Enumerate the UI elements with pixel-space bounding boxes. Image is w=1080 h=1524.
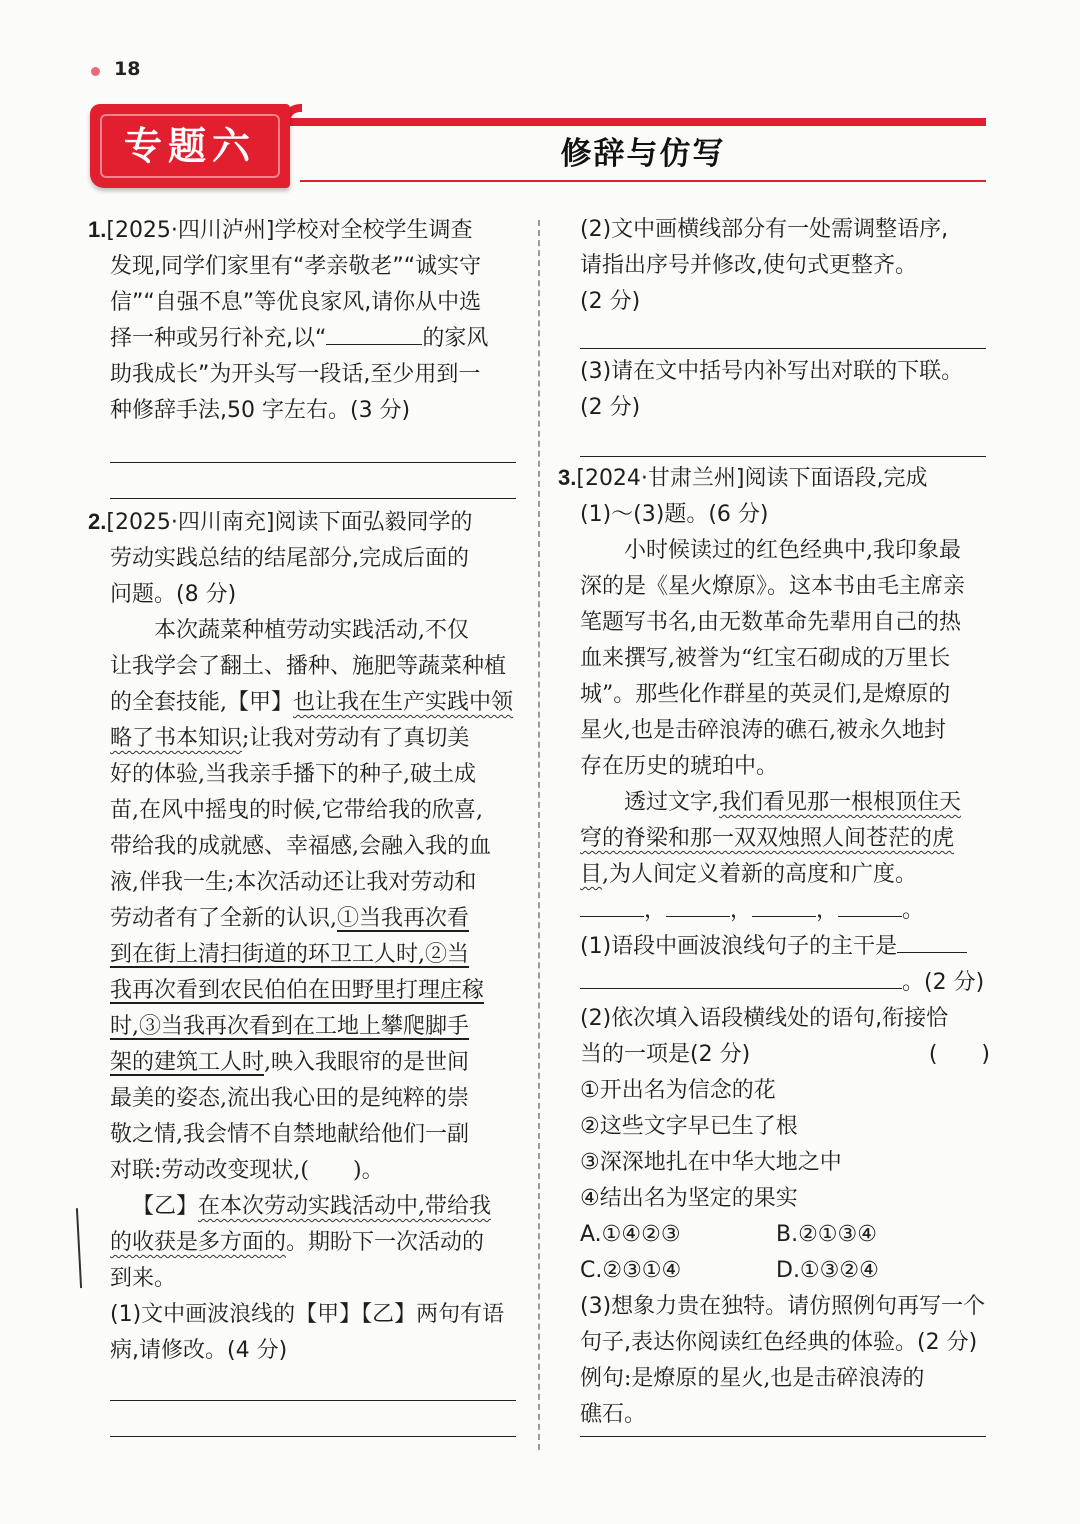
- answer-bracket[interactable]: ( ): [928, 1042, 990, 1067]
- passage-line: 笔题写书名,由无数革命先辈用自己的热: [580, 610, 961, 635]
- q1-line: 信”“自强不息”等优良家风,请你从中选: [110, 290, 482, 315]
- q2-passage: [88, 613, 528, 1297]
- q2-block: [88, 504, 528, 1369]
- question-number: 1.: [88, 217, 107, 242]
- passage-line: 城”。那些化作群星的英灵们,是燎原的: [580, 682, 951, 707]
- passage-line: 深的是《星火燎原》。这本书由毛主席亲: [580, 574, 966, 599]
- fill-blank[interactable]: [666, 894, 730, 917]
- q3-item: ②这些文字早已生了根: [580, 1114, 798, 1139]
- q3-intro: (1)～(3)题。(6 分): [580, 502, 769, 527]
- passage-line: 敬之情,我会情不自禁地献给他们一副: [110, 1122, 469, 1147]
- passage-line: 到来。: [110, 1266, 177, 1291]
- punct: ，: [730, 898, 753, 923]
- fill-blank[interactable]: [326, 322, 422, 345]
- q2-intro-line: 劳动实践总结的结尾部分,完成后面的: [110, 546, 469, 571]
- q1-line: 择一种或另行补充,以“: [110, 326, 327, 351]
- q2-sub2: (2)文中画横线部分有一处需调整语序,: [580, 217, 949, 242]
- option-a[interactable]: A.①④②③: [580, 1222, 681, 1247]
- wavy-sentence: 也让我在生产实践中领: [293, 690, 514, 715]
- q3-sub2: 当的一项是(2 分): [580, 1042, 751, 1067]
- q2-sub2: 请指出序号并修改,使句式更整齐。: [580, 253, 917, 278]
- q1-line: 助我成长”为开头写一段话,至少用到一: [110, 362, 481, 387]
- passage-line: ;让我对劳动有了真切美: [242, 726, 470, 751]
- underlined-sentence: 时,③当我再次看到在工地上攀爬脚手: [110, 1014, 469, 1039]
- q2-intro-line: [2025·四川南充]阅读下面弘毅同学的: [106, 510, 473, 535]
- fill-blank[interactable]: [580, 894, 644, 917]
- page-number: 18: [114, 58, 141, 80]
- passage-line: 。期盼下一次活动的: [286, 1230, 485, 1255]
- wavy-sentence: 我们看见那一根根顶住天: [719, 790, 962, 815]
- question-number: 3.: [558, 465, 577, 490]
- passage-line: ,映入我眼帘的是世间: [264, 1050, 470, 1075]
- passage-line: 带给我的成就感、幸福感,会融入我的血: [110, 834, 491, 859]
- q3-example: 礁石。: [580, 1402, 647, 1427]
- q2-sub3: (2 分): [580, 395, 641, 420]
- passage-line: 的全套技能,: [110, 690, 227, 715]
- passage-line: 血来撰写,被誉为“红宝石砌成的万里长: [580, 646, 951, 671]
- q1-line: 种修辞手法,50 字左右。(3 分): [110, 398, 411, 423]
- wavy-sentence: 穹的脊梁和那一双双烛照人间苍茫的虎: [580, 826, 955, 851]
- q2-sub3-block: [558, 354, 990, 426]
- wavy-sentence: 目: [580, 862, 603, 887]
- q1-line: 发现,同学们家里有“孝亲敬老”“诚实守: [110, 254, 482, 279]
- q3-item: ④结出名为坚定的果实: [580, 1186, 798, 1211]
- q2-sub3: (3)请在文中括号内补写出对联的下联。: [580, 359, 964, 384]
- q3-passage: [558, 533, 990, 929]
- right-column: [558, 212, 990, 320]
- q1-line: [2025·四川泸州]学校对全校学生调查: [106, 218, 473, 243]
- q2-sub1: (1)文中画波浪线的【甲】【乙】两句有语: [110, 1302, 505, 1327]
- header-underline: [300, 180, 986, 182]
- question-number: 2.: [88, 509, 107, 534]
- q2-intro-line: 问题。(8 分): [110, 582, 237, 607]
- q3-sub1: (1)语段中画波浪线句子的主干是: [580, 934, 898, 959]
- q3-sub3: 句子,表达你阅读红色经典的体验。(2 分): [580, 1330, 978, 1355]
- passage-line: 最美的姿态,流出我心田的是纯粹的崇: [110, 1086, 469, 1111]
- topic-label: 专题六: [123, 123, 256, 168]
- answer-line[interactable]: [580, 456, 986, 457]
- option-b[interactable]: B.②①③④: [776, 1222, 877, 1247]
- answer-line[interactable]: [110, 1400, 516, 1401]
- fill-blank[interactable]: [897, 930, 967, 953]
- answer-line[interactable]: [580, 348, 986, 349]
- section-header: [0, 0, 1080, 200]
- q3-example: 例句:是燎原的星火,也是击碎浪涛的: [580, 1366, 925, 1391]
- option-d[interactable]: D.①③②④: [776, 1258, 879, 1283]
- punct: ，: [644, 898, 667, 923]
- passage-line: 小时候读过的红色经典中,我印象最: [624, 538, 961, 563]
- section-title: 修辞与仿写: [560, 136, 726, 172]
- wavy-sentence: 在本次劳动实践活动中,带给我: [198, 1194, 492, 1219]
- passage-line: 存在历史的琥珀中。: [580, 754, 779, 779]
- passage-line: 让我学会了翻土、播种、施肥等蔬菜种植: [110, 654, 507, 679]
- punct: ，: [816, 898, 839, 923]
- fill-blank[interactable]: [838, 894, 902, 917]
- wavy-sentence: 的收获是多方面的: [110, 1230, 287, 1255]
- left-column: [88, 212, 528, 429]
- underlined-sentence: 到在街上清扫街道的环卫工人时,②当: [110, 942, 469, 967]
- topic-badge: [90, 104, 290, 188]
- couplet-line: 对联:劳动改变现状,( )。: [110, 1158, 384, 1183]
- passage-line: 透过文字,: [624, 790, 719, 815]
- underlined-sentence: ①当我再次看: [337, 906, 470, 931]
- q3-item: ①开出名为信念的花: [580, 1078, 776, 1103]
- passage-line: 星火,也是击碎浪涛的礁石,被永久地封: [580, 718, 946, 743]
- passage-line: ,为人间定义着新的高度和广度。: [602, 862, 918, 887]
- q3-block: [558, 460, 990, 1433]
- q3-sub2: (2)依次填入语段横线处的语句,衔接恰: [580, 1006, 949, 1031]
- underlined-sentence: 我再次看到农民伯伯在田野里打理庄稼: [110, 978, 485, 1003]
- passage-line: 劳动者有了全新的认识,: [110, 906, 337, 931]
- marker-yi: 【乙】: [132, 1194, 199, 1219]
- passage-line: 液,伴我一生;本次活动还让我对劳动和: [110, 870, 477, 895]
- passage-line: 本次蔬菜种植劳动实践活动,不仅: [154, 618, 469, 643]
- answer-line[interactable]: [110, 498, 516, 499]
- marker-jia: 【甲】: [227, 690, 294, 715]
- answer-line[interactable]: [580, 1436, 986, 1437]
- wavy-sentence: 略了书本知识: [110, 726, 243, 751]
- q3-sub3: (3)想象力贵在独特。请仿照例句再写一个: [580, 1294, 986, 1319]
- q3-item: ③深深地扎在中华大地之中: [580, 1150, 842, 1175]
- q2-sub1: 病,请修改。(4 分): [110, 1338, 288, 1363]
- column-divider: [538, 220, 540, 1450]
- answer-line[interactable]: [110, 1436, 516, 1437]
- underlined-sentence: 架的建筑工人时: [110, 1050, 265, 1075]
- q3-intro: [2024·甘肃兰州]阅读下面语段,完成: [576, 466, 928, 491]
- q2-sub2: (2 分): [580, 289, 641, 314]
- passage-line: 好的体验,当我亲手播下的种子,破土成: [110, 762, 476, 787]
- pen-mark: [76, 1208, 86, 1288]
- fill-blank[interactable]: [580, 966, 902, 989]
- q3-sub1: 。(2 分): [902, 970, 985, 995]
- fill-blank[interactable]: [752, 894, 816, 917]
- passage-line: 苗,在风中摇曳的时候,它带给我的欣喜,: [110, 798, 483, 823]
- q1-line: 的家风: [422, 326, 489, 351]
- answer-line[interactable]: [110, 462, 516, 463]
- option-c[interactable]: C.②③①④: [580, 1258, 682, 1283]
- header-red-band: [290, 118, 986, 126]
- punct: 。: [902, 898, 925, 923]
